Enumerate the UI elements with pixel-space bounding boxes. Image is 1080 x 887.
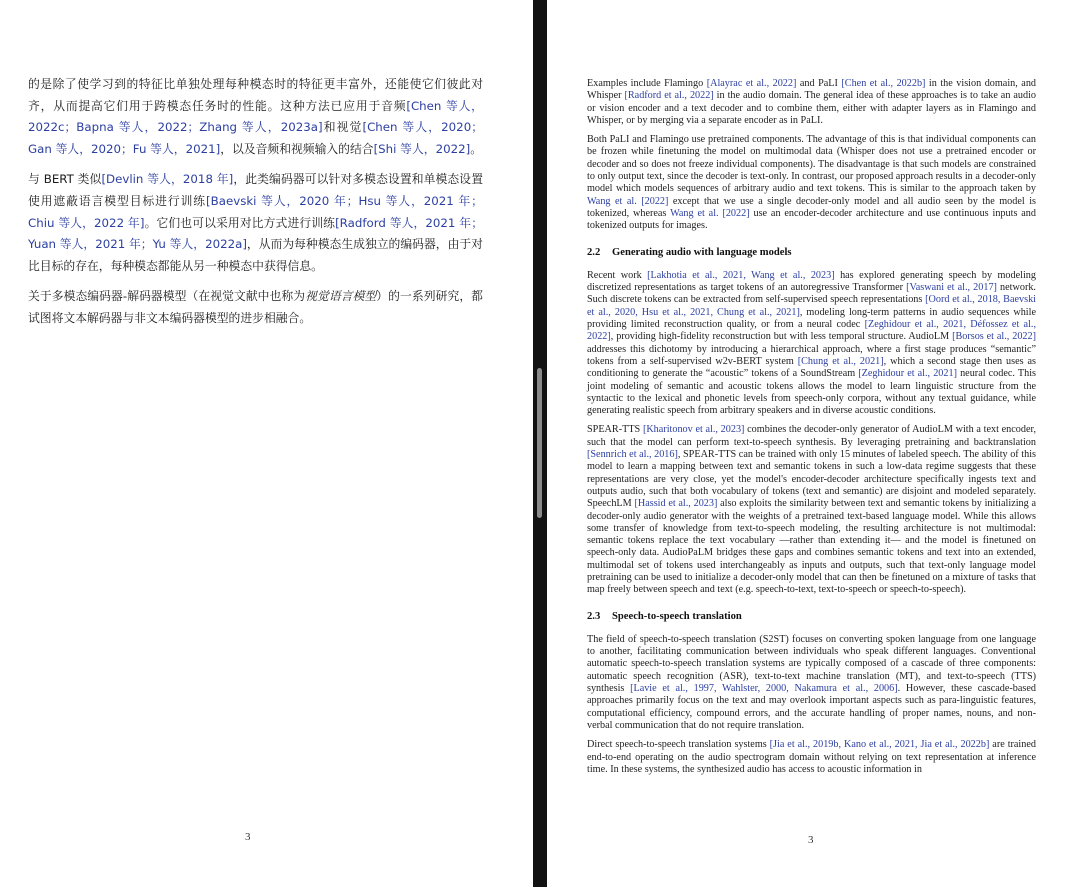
text-run: , which a second stage then uses as conditioning to generate the “acoustic” tokens of a SoundStream [587,355,1036,380]
section-number: 2.3 [587,610,601,622]
text-run: combines the decoder-only generator of AudioLM with a text encoder, such that the model can perform text-to-speech synthesis. By leveraging pretraining and backtranslation [587,424,1037,448]
citation-link[interactable]: [Kharitonov et al., 2023] [642,424,745,436]
left-page [0,0,533,887]
text-run: ）的一系列研究，都试图将文本解码器与非文本编码器模型的进步相融合。 [28,289,483,325]
text-run: . However, these cascade-based approaches primarily focus on the text and may overlook important aspects such as para-linguistic features, computational efficiency, compound errors, and the accurate handling of proper names, nouns, and non-verbal communication that do not require translation. [587,683,1036,731]
citation-link[interactable]: [Alayrac et al., 2022] [706,78,797,89]
citation-link[interactable]: [Devlin 等人，2018 年] [101,172,234,187]
citation-link[interactable]: [Shi 等人，2022] [373,141,471,156]
text-run: 的是除了使学习到的特征比单独处理每种模态时的特征更丰富外，还能使它们彼此对齐，从而提高它们用于跨模态任务时的性能。这种方法已应用于音频 [28,77,483,113]
text-run: Direct speech-to-speech translation systems [587,739,770,751]
citation-link[interactable]: [Chen 等人，2022c；Bapna 等人，2022；Zhang 等人，2023a] [28,98,483,135]
text-run: in the vision domain, and Whisper [587,78,1037,102]
citation-link[interactable]: [Hassid et al., 2023] [634,498,718,510]
text-run: , SPEAR-TTS can be trained with only 15 minutes of labeled speech. The ability of this model to learn a mapping between text and semantic tokens in such a low-data regime suggests that these representations are very close, yet the model's encoder-decoder architecture specifically ingests text and outputs audio, such that both vocabulary of tokens (text and semantic) are disjoint and modeled separately. SpeechLM [587,449,1036,510]
citation-link[interactable]: [Vaswani et al., 2017] [906,282,997,294]
text-run: except that we use a single decoder-only model and all audio seen by the model is tokenized, whereas [587,195,1036,219]
section-heading [587,611,1036,623]
citation-link[interactable]: [Radford 等人，2021 年；Yuan 等人，2021 年；Yu 等人，2022a] [28,215,484,252]
text-run: , modeling long-term patterns in audio sequences while providing limited reconstruction quality, or from a neural codec [587,306,1036,331]
text-run: 与 BERT 类似 [28,172,102,187]
text-run: network. Such discrete tokens can be extracted from self-supervised speech representations [587,282,1036,306]
divider-drag-handle[interactable] [537,368,542,518]
citation-link[interactable]: [Sennrich et al., 2016] [587,449,678,461]
text-run: addresses this dichotomy by introducing a hierarchical approach, where a first stage produces “semantic” tokens from a self-supervised w2v-BERT system [587,343,1036,367]
citation-link[interactable]: Wang et al. [2022] [670,207,750,219]
text-run: 关于多模态编码器-解码器模型（在视觉文献中也称为 [28,289,306,304]
text-run: 和视觉 [322,120,363,135]
citation-link[interactable]: [Baevski 等人，2020 年；Hsu 等人，2021 年；Chiu 等人，2022 年] [28,193,483,230]
citation-link[interactable]: [Chen et al., 2022b] [841,78,926,89]
text-run: ，以及音频和视频输入的结合 [220,141,374,156]
text-run: 。 [470,141,483,156]
text-run: The field of speech-to-speech translation (S2ST) focuses on converting spoken language from one language to another, facilitating communication between individuals who speak different languages. Conventional automatic speech-to-speech translation systems are typically composed of a cascade of three components: automatic speech recognition (ASR), text-to-text machine translation (MT), and text-to-speech (TTS) synthesis [587,633,1036,695]
text-run: Both PaLI and Flamingo use pretrained components. The advantage of this is that individual components can be frozen while finetuning the model on multimodal data (Whisper does not use a pretrained encoder or decoder and so does not freeze individual components). The disadvantage is that such models are constrained to only output text, since the decoder is text-only. In contrast, our proposed approach results in a decoder-only model which models sequences of arbitrary audio and text tokens. This is similar to the approach taken by [587,134,1036,195]
text-run: neural codec. This joint modeling of semantic and acoustic tokens allows the model to learn linguistic structure from the syntactic to the lexical and phonetic levels from speech-only corpora, without any textual guidance, while generating realistic speech from arbitrary speakers and in diverse acoustic conditions. [587,368,1036,417]
citation-link[interactable]: [Zeghidour et al., 2021] [858,368,957,380]
text-run: also exploits the similarity between text and semantic tokens by initializing a decoder-only audio generator with the weights of a pretrained text-based language model. While this allows some transfer of knowledge from text-to-speech modeling, the resulting architecture is not multimodal: semantic tokens replace the text vocabulary —rather than extending it— and the model is finetuned on speech-only data. AudioPaLM bridges these gaps and combines semantic tokens and text into an extended, multimodal set of tokens used interchangeably as inputs and outputs, such that text-only language model pretraining can be used to initialize a decoder-only model that can then be finetuned on a mixture of tasks that map freely between speech and text (e.g. speech-to-text, text-to-speech or speech-to-speech). [587,498,1037,596]
section-heading [587,247,1036,259]
paragraph [587,739,1036,776]
paragraph [28,169,483,277]
citation-link[interactable]: [Borsos et al., 2022] [952,331,1036,343]
section-title: Speech-to-speech translation [612,610,742,622]
text-run: use an encoder-decoder architecture and use continuous inputs and tokenized outputs for images. [587,207,1036,232]
section-title: Generating audio with language models [612,246,792,258]
citation-link[interactable]: [Jia et al., 2019b, Kano et al., 2021, Jia et al., 2022b] [769,739,990,751]
text-run: Recent work [587,269,648,281]
section-number: 2.2 [587,246,601,258]
text-run: and PaLI [796,78,842,89]
citation-link[interactable]: [Radford et al., 2022] [624,90,714,102]
text-run: ，从而为每种模态生成独立的编码器，由于对比目标的存在，每种模态都能从另一种模态中获得信息。 [28,237,483,273]
paragraph [587,634,1036,732]
text-run: are trained end-to-end operating on the audio spectrogram domain without relying on text representation at inference time. In these systems, the synthesized audio has access to acoustic information in [587,739,1036,775]
citation-link[interactable]: [Oord et al., 2018, Baevski et al., 2020, Hsu et al., 2021, Chung et al., 2021] [587,294,1037,318]
right-page-number: 3 [808,834,814,846]
text-run: , providing high-fidelity reconstruction but with less temporal structure. AudioLM [610,331,953,343]
text-run: Examples include Flamingo [587,78,707,89]
paragraph [587,134,1036,232]
chinese-body-text [28,74,483,339]
text-run: ，此类编码器可以针对多模态设置和单模态设置使用遮蔽语言模型目标进行训练 [28,172,483,208]
left-page-number: 3 [245,831,251,843]
text-run: SPEAR-TTS [587,424,643,436]
text-run: 。它们也可以采用对比方式进行训练 [144,215,336,230]
text-run: has explored generating speech by modeling discretized representations as target tokens of an autoregressive Transformer [587,269,1036,294]
citation-link[interactable]: [Zeghidour et al., 2021, Défossez et al., 2022] [587,319,1037,343]
citation-link[interactable]: [Lavie et al., 1997, Wahlster, 2000, Nakamura et al., 2006] [630,683,898,695]
paragraph [587,424,1036,596]
citation-link[interactable]: [Chung et al., 2021] [797,355,884,367]
english-body-text [587,78,1036,783]
citation-link[interactable]: [Lakhotia et al., 2021, Wang et al., 2023] [647,269,835,281]
paragraph [587,270,1036,418]
paragraph [28,74,483,160]
citation-link[interactable]: [Chen 等人，2020；Gan 等人，2020；Fu 等人，2021] [28,120,483,156]
text-run: in the audio domain. The general idea of these approaches is to take an audio or vision encoder and a text decoder and to combine them, either with adapter layers as in Flamingo and Whisper, or by merging via a separate encoder as in PaLI. [587,90,1037,126]
paragraph [587,78,1036,127]
paragraph [28,286,483,329]
citation-link[interactable]: Wang et al. [2022] [587,195,669,207]
emphasized-term: 视觉语言模型 [305,289,377,304]
